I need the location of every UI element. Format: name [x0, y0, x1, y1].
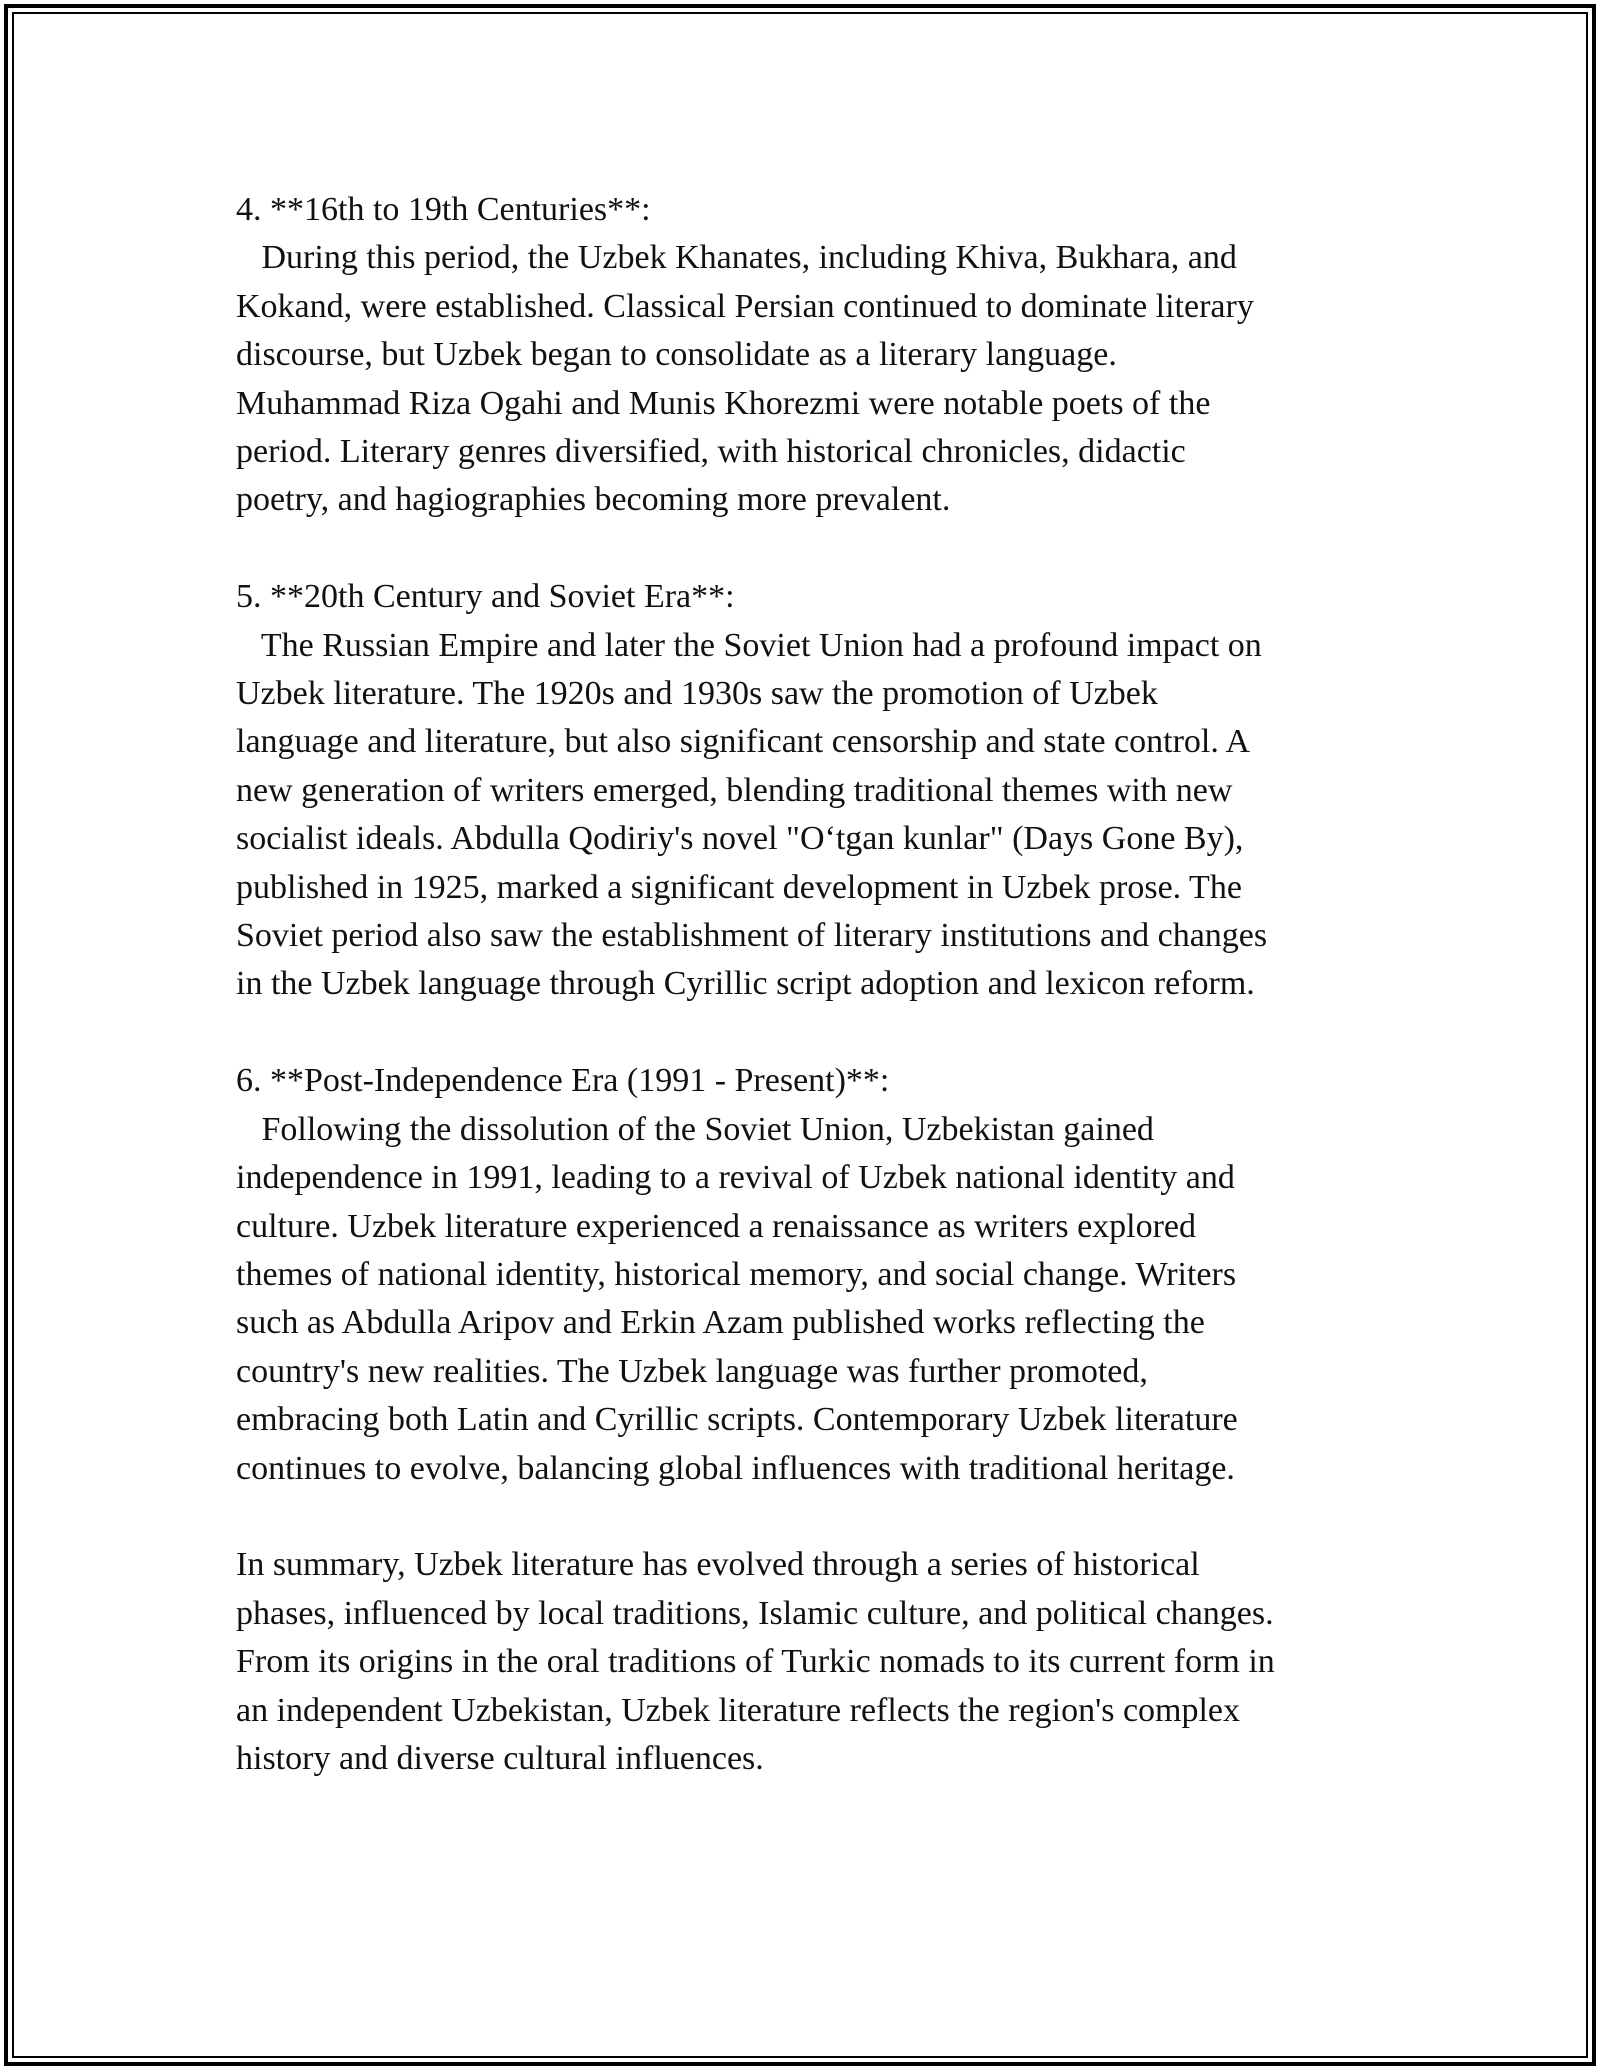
paragraph-line: poetry, and hagiographies becoming more prevalent. — [236, 481, 951, 519]
paragraph-line: history and diverse cultural influences. — [236, 1739, 764, 1777]
paragraph-line: published in 1925, marked a significant development in Uzbek prose. The — [236, 868, 1242, 906]
paragraph-line: Muhammad Riza Ogahi and Munis Khorezmi were notable poets of the — [236, 384, 1211, 422]
paragraph-line: in the Uzbek language through Cyrillic script adoption and lexicon reform. — [236, 965, 1255, 1003]
paragraph-line: The Russian Empire and later the Soviet Union had a profound impact on — [236, 626, 1262, 664]
paragraph-line: such as Abdulla Aripov and Erkin Azam published works reflecting the — [236, 1304, 1205, 1342]
paragraph-line: Kokand, were established. Classical Persian continued to dominate literary — [236, 287, 1254, 325]
paragraph-line: discourse, but Uzbek began to consolidate as a literary language. — [236, 336, 1117, 374]
section-heading: 4. **16th to 19th Centuries**: — [236, 191, 651, 228]
paragraph-line: new generation of writers emerged, blending traditional themes with new — [236, 771, 1233, 809]
paragraph-line: socialist ideals. Abdulla Qodiriy's novel "O‘tgan kunlar" (Days Gone By), — [236, 820, 1244, 858]
summary-paragraph — [236, 1541, 1376, 1783]
paragraph-line: During this period, the Uzbek Khanates, including Khiva, Bukhara, and — [236, 239, 1237, 277]
paragraph-line: Uzbek literature. The 1920s and 1930s saw the promotion of Uzbek — [236, 675, 1158, 713]
paragraph-line: phases, influenced by local traditions, Islamic culture, and political changes. — [236, 1594, 1274, 1632]
paragraph-line: country's new realities. The Uzbek language was further promoted, — [236, 1352, 1148, 1390]
paragraph-line: independence in 1991, leading to a revival of Uzbek national identity and — [236, 1159, 1235, 1197]
section-heading: 5. **20th Century and Soviet Era**: — [236, 578, 735, 616]
paragraph-line: embracing both Latin and Cyrillic scripts. Contemporary Uzbek literature — [236, 1401, 1238, 1439]
paragraph-line: In summary, Uzbek literature has evolved through a series of historical — [236, 1546, 1200, 1584]
section-heading: 6. **Post-Independence Era (1991 - Present)**: — [236, 1062, 890, 1100]
paragraph-line: Following the dissolution of the Soviet Union, Uzbekistan gained — [236, 1110, 1154, 1148]
paragraph-line: Soviet period also saw the establishment of literary institutions and changes — [236, 917, 1268, 955]
document-body — [236, 186, 1376, 1832]
section-20th-century-soviet-era — [236, 573, 1376, 1009]
paragraph-line: an independent Uzbekistan, Uzbek literature reflects the region's complex — [236, 1691, 1241, 1729]
paragraph-line: language and literature, but also significant censorship and state control. A — [236, 723, 1251, 761]
section-post-independence-era — [236, 1057, 1376, 1493]
paragraph-line: continues to evolve, balancing global influences with traditional heritage. — [236, 1449, 1235, 1487]
paragraph-line: period. Literary genres diversified, with historical chronicles, didactic — [236, 433, 1186, 471]
paragraph-line: From its origins in the oral traditions of Turkic nomads to its current form in — [236, 1643, 1275, 1681]
section-16th-19th-centuries — [236, 186, 1376, 525]
paragraph-line: themes of national identity, historical memory, and social change. Writers — [236, 1255, 1237, 1293]
paragraph-line: culture. Uzbek literature experienced a renaissance as writers explored — [236, 1207, 1197, 1245]
